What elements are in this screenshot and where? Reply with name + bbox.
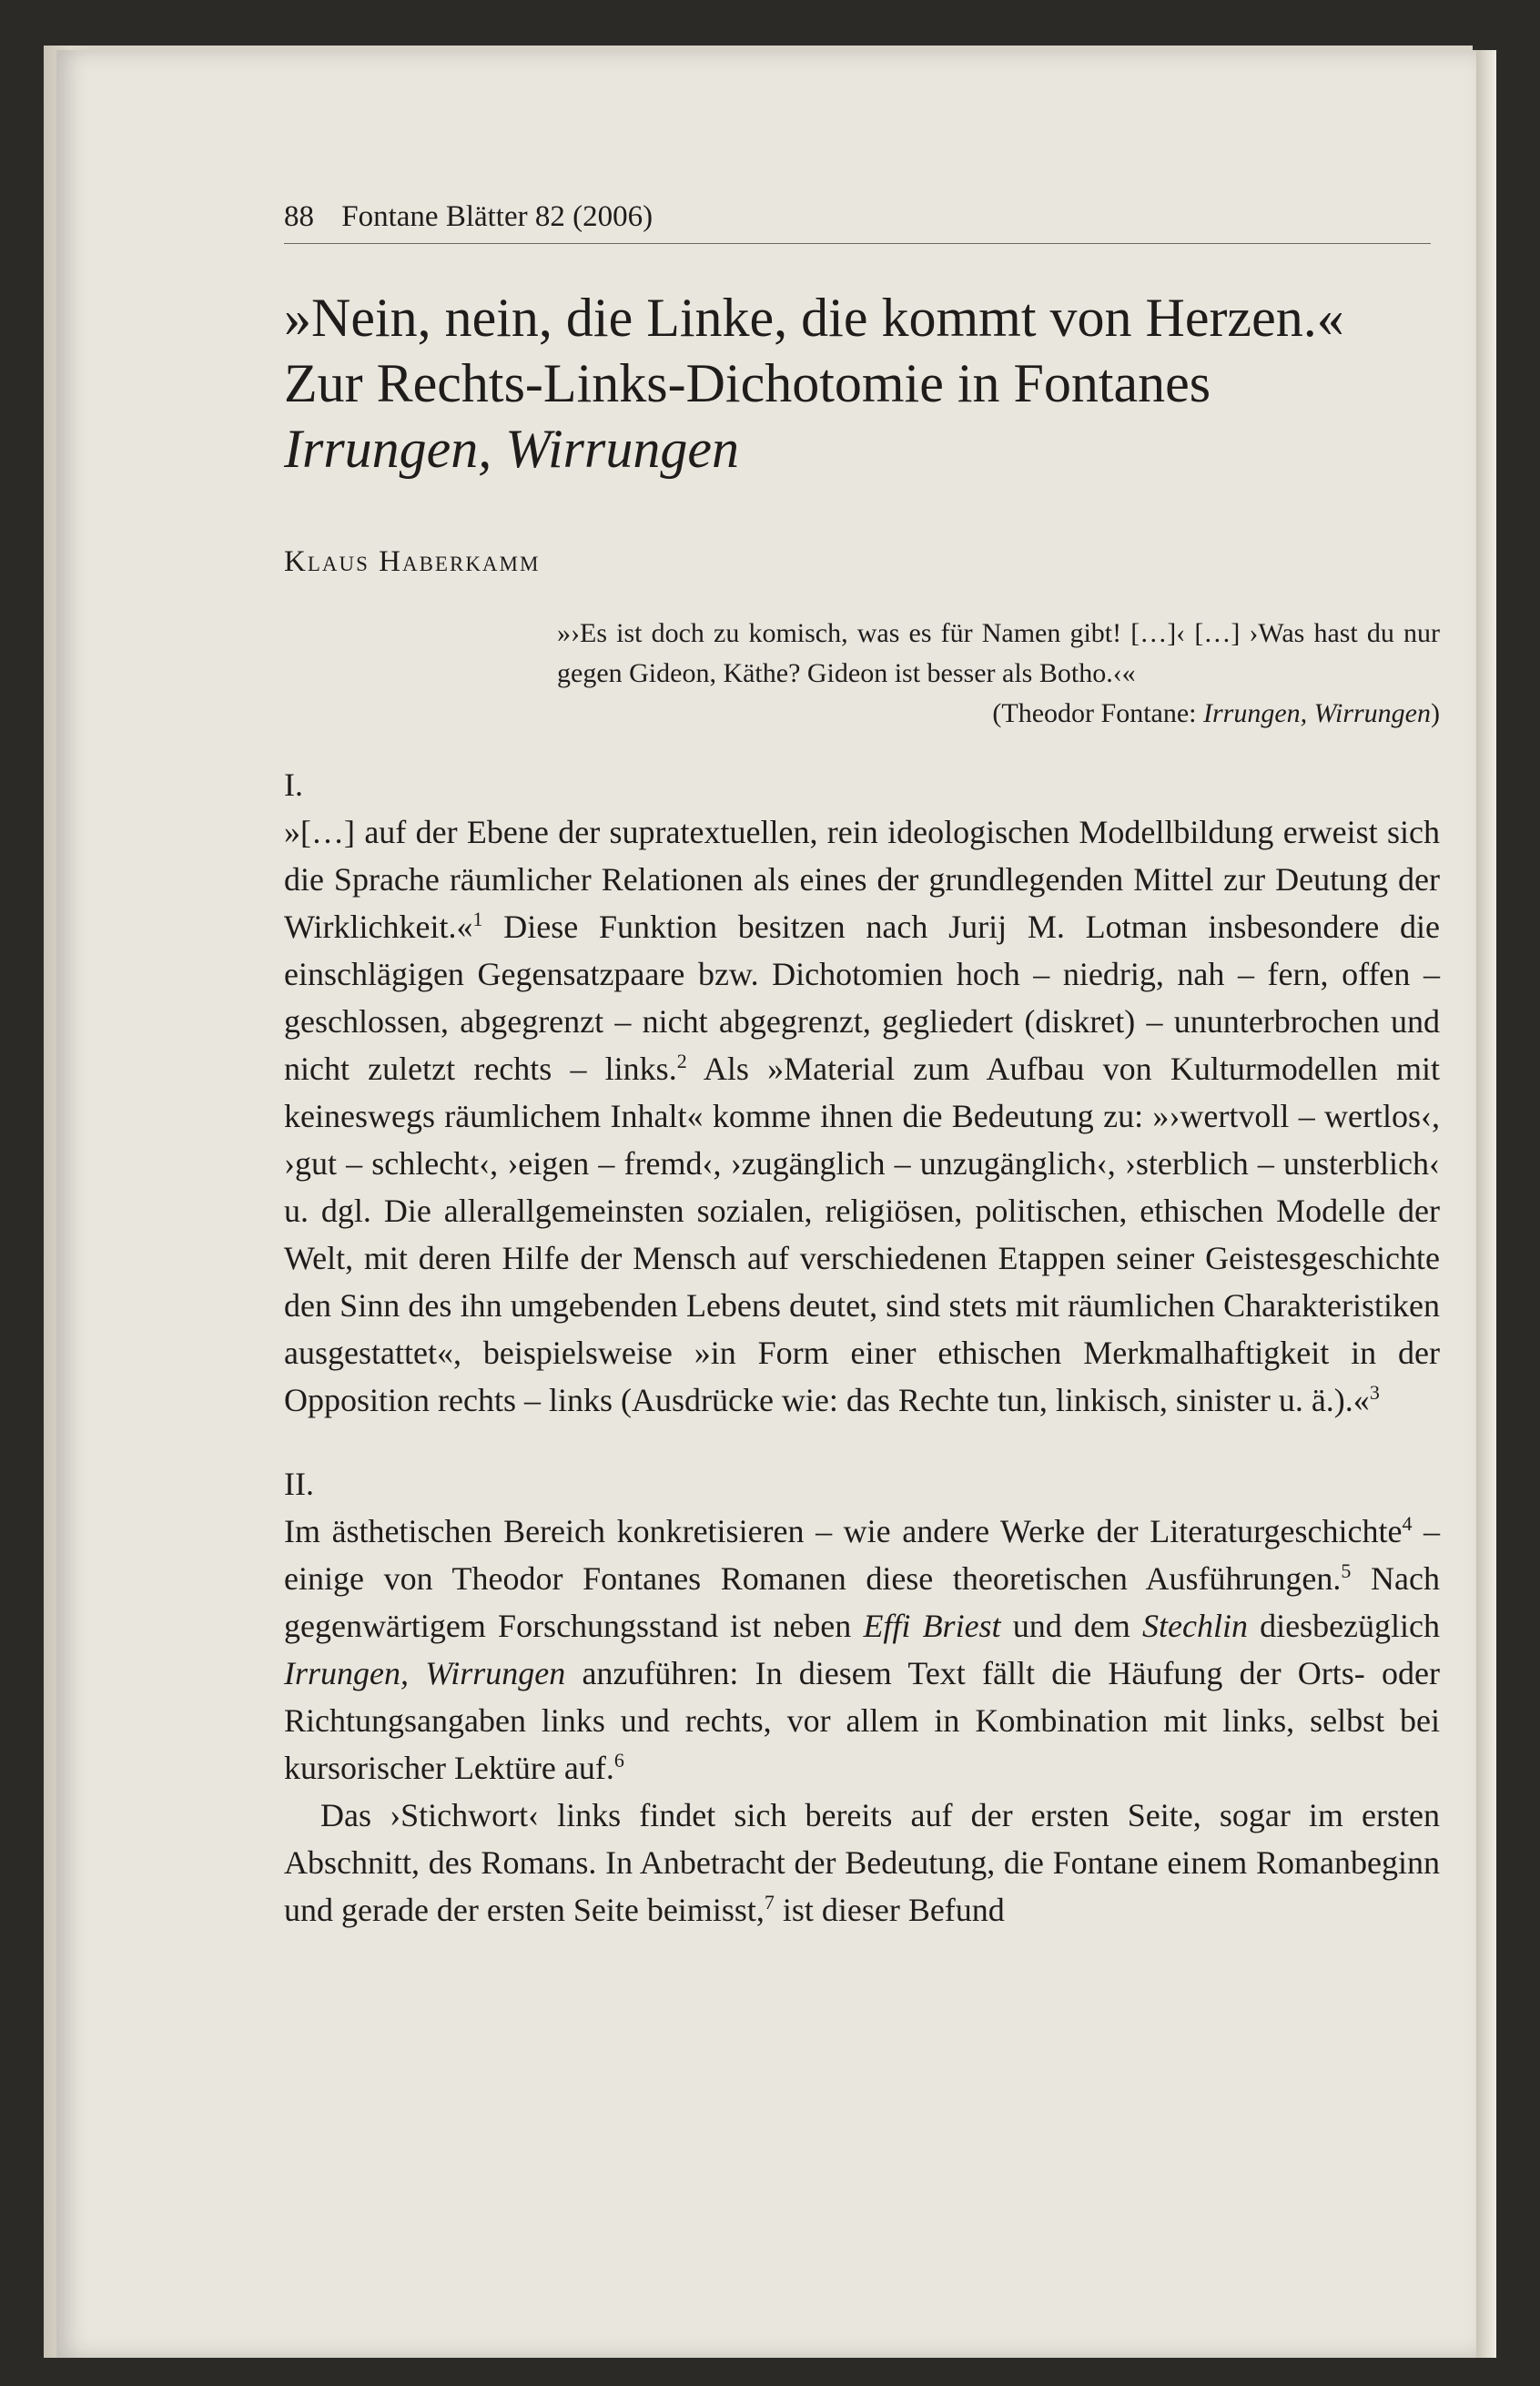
journal-title: Fontane Blätter 82 (2006): [341, 200, 653, 233]
page-number: 88: [284, 200, 314, 233]
section-2-paragraph-2: Das ›Stichwort‹ links findet sich bereits auf der ersten Seite, sogar im ersten Abschnitt, des Romans. In Anbetracht der Bedeutung, die Fontane einem Romanbeginn und gerade der ersten Seite beimisst,$^7$ ist dieser Befund: [284, 1797, 1440, 1928]
epigraph: [557, 614, 1440, 734]
facing-page-edge: [1476, 50, 1496, 2358]
footnote-ref[interactable]: 3: [1369, 1381, 1380, 1404]
title-line-2: Zur Rechts-Links-Dichotomie in Fontanes: [284, 353, 1211, 413]
footnote-ref[interactable]: 4: [1402, 1512, 1413, 1535]
title-line-3: Irrungen, Wirrungen: [284, 419, 739, 479]
footnote-ref[interactable]: 1: [472, 908, 483, 930]
footnote-ref[interactable]: 2: [676, 1050, 687, 1072]
running-head: [284, 200, 1431, 244]
page-content: [284, 200, 1440, 1934]
section-1-paragraph: »[…] auf der Ebene der supratextuellen, rein ideologischen Modellbildung erweist sich die Sprache räumlicher Relationen als eines der grundlegenden Mittel zur Deutung der Wirklichkeit.«$^1$ Diese Funktion besitzen nach Jurij M. Lotman insbesondere die einschlägigen Gegensatzpaare bzw. Dichotomien hoch – niedrig, nah – fern, offen – geschlossen, abgegrenzt – nicht abgegrenzt, gegliedert (diskret) – ununterbrochen und nicht zuletzt rechts – links.$^2$ Als »Material zum Aufbau von Kulturmodellen mit keineswegs räumlichem Inhalt« komme ihnen die Bedeutung zu: »›wertvoll – wertlos‹, ›gut – schlecht‹, ›eigen – fremd‹, ›zugänglich – unzugänglich‹, ›sterblich – unsterblich‹ u. dgl. Die allerallgemeinsten sozialen, religiösen, politischen, ethischen Modelle der Welt, mit deren Hilfe der Mensch auf verschiedenen Etappen seiner Geistesgeschichte den Sinn des ihn umgebenden Lebens deutet, sind stets mit räumlichen Charakteristiken ausgestattet«, beispielsweise »in Form einer ethischen Merkmalhaftigkeit in der Opposition rechts – links (Ausdrücke wie: das Rechte tun, linkisch, sinister u. ä.).«$^3$: [284, 814, 1440, 1418]
author-name: Klaus Haberkamm: [284, 545, 541, 578]
footnote-ref[interactable]: 6: [613, 1749, 624, 1772]
section-numeral-2: II.: [284, 1466, 314, 1502]
title-line-1: »Nein, nein, die Linke, die kommt von Herzen.«: [284, 288, 1344, 348]
footnote-ref[interactable]: 5: [1341, 1559, 1352, 1582]
section-numeral-1: I.: [284, 767, 303, 803]
epigraph-quote: »›Es ist doch zu komisch, was es für Namen gibt! […]‹ […] ›Was hast du nur gegen Gideon, Käthe? Gideon ist besser als Botho.‹«: [557, 618, 1440, 688]
section-2-paragraph-1: Im ästhetischen Bereich konkretisieren – wie andere Werke der Literaturgeschichte$^4$ – einige von Theodor Fontanes Romanen diese theoretischen Ausführungen.$^5$ Nach gegenwärtigem Forschungsstand ist neben Effi Briest und dem Stechlin diesbezüglich Irrungen, Wirrungen anzuführen: In diesem Text fällt die Häufung der Orts- oder Richtungsangaben links und rechts, vor allem in Kombination mit links, selbst bei kursorischer Lektüre auf.$^6$: [284, 1512, 1441, 1786]
epigraph-source: (Theodor Fontane: Irrungen, Wirrungen): [992, 698, 1440, 728]
footnote-ref[interactable]: 7: [764, 1891, 775, 1914]
article-title: [284, 285, 1440, 482]
